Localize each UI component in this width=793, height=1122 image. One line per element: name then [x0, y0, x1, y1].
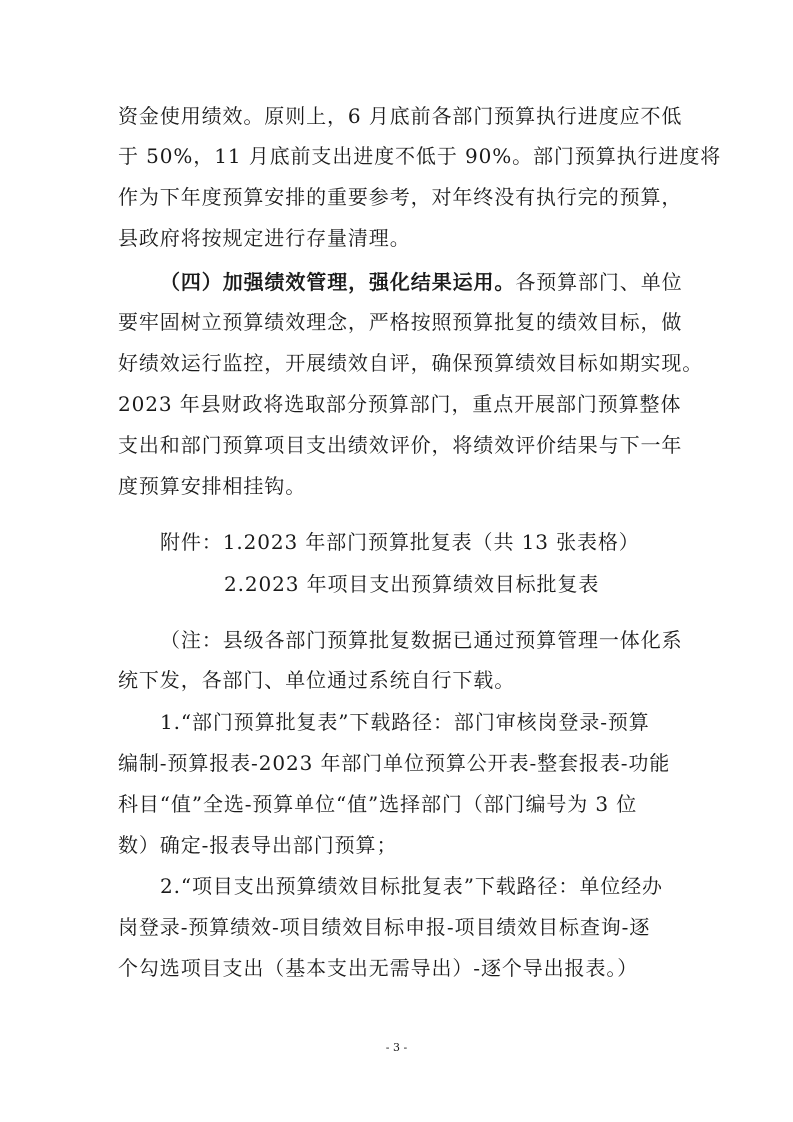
paragraph-line: 2.“项目支出预算绩效目标批复表”下载路径：单位经办	[160, 874, 663, 898]
paragraph-line: 统下发，各部门、单位通过系统自行下载。	[118, 668, 516, 692]
paragraph-line: 作为下年度预算安排的重要参考，对年终没有执行完的预算，	[118, 185, 683, 209]
paragraph-line: 数）确定-报表导出部门预算；	[118, 833, 398, 857]
paragraph-line: 度预算安排相挂钩。	[118, 474, 307, 498]
paragraph-line: 于 50%，11 月底前支出进度不低于 90%。部门预算执行进度将	[118, 144, 722, 168]
paragraph-line: 编制-预算报表-2023 年部门单位预算公开表-整套报表-功能	[118, 751, 671, 775]
paragraph-line: 科目“值”全选-预算单位“值”选择部门（部门编号为 3 位	[118, 792, 638, 816]
paragraph-line: （注：县级各部门预算批复数据已通过预算管理一体化系	[160, 628, 683, 652]
paragraph-line: 个勾选项目支出（基本支出无需导出）-逐个导出报表。）	[118, 956, 639, 980]
paragraph-line: 2023 年县财政将选取部分预算部门，重点开展部门预算整体	[118, 392, 682, 416]
page-number: - 3 -	[385, 1041, 408, 1054]
attachment-line: 附件：1.2023 年部门预算批复表（共 13 张表格）	[160, 530, 640, 554]
paragraph-line: 1.“部门预算批复表”下载路径：部门审核岗登录-预算	[160, 710, 650, 734]
paragraph-line: 资金使用绩效。原则上，6 月底前各部门预算执行进度应不低	[118, 104, 683, 128]
paragraph-line: 县政府将按规定进行存量清理。	[118, 226, 411, 250]
attachment-line: 2.2023 年项目支出预算绩效目标批复表	[224, 572, 600, 596]
paragraph-line: （四）加强绩效管理，强化结果运用。各预算部门、单位	[160, 270, 683, 294]
paragraph-line: 支出和部门预算项目支出绩效评价，将绩效评价结果与下一年	[118, 433, 683, 457]
paragraph-line: 要牢固树立预算绩效理念，严格按照预算批复的绩效目标，做	[118, 310, 683, 334]
section-heading: （四）加强绩效管理，强化结果运用。	[160, 270, 516, 294]
paragraph-line: 岗登录-预算绩效-项目绩效目标申报-项目绩效目标查询-逐	[118, 915, 651, 939]
paragraph-line: 好绩效运行监控，开展绩效自评，确保预算绩效目标如期实现。	[118, 351, 704, 375]
